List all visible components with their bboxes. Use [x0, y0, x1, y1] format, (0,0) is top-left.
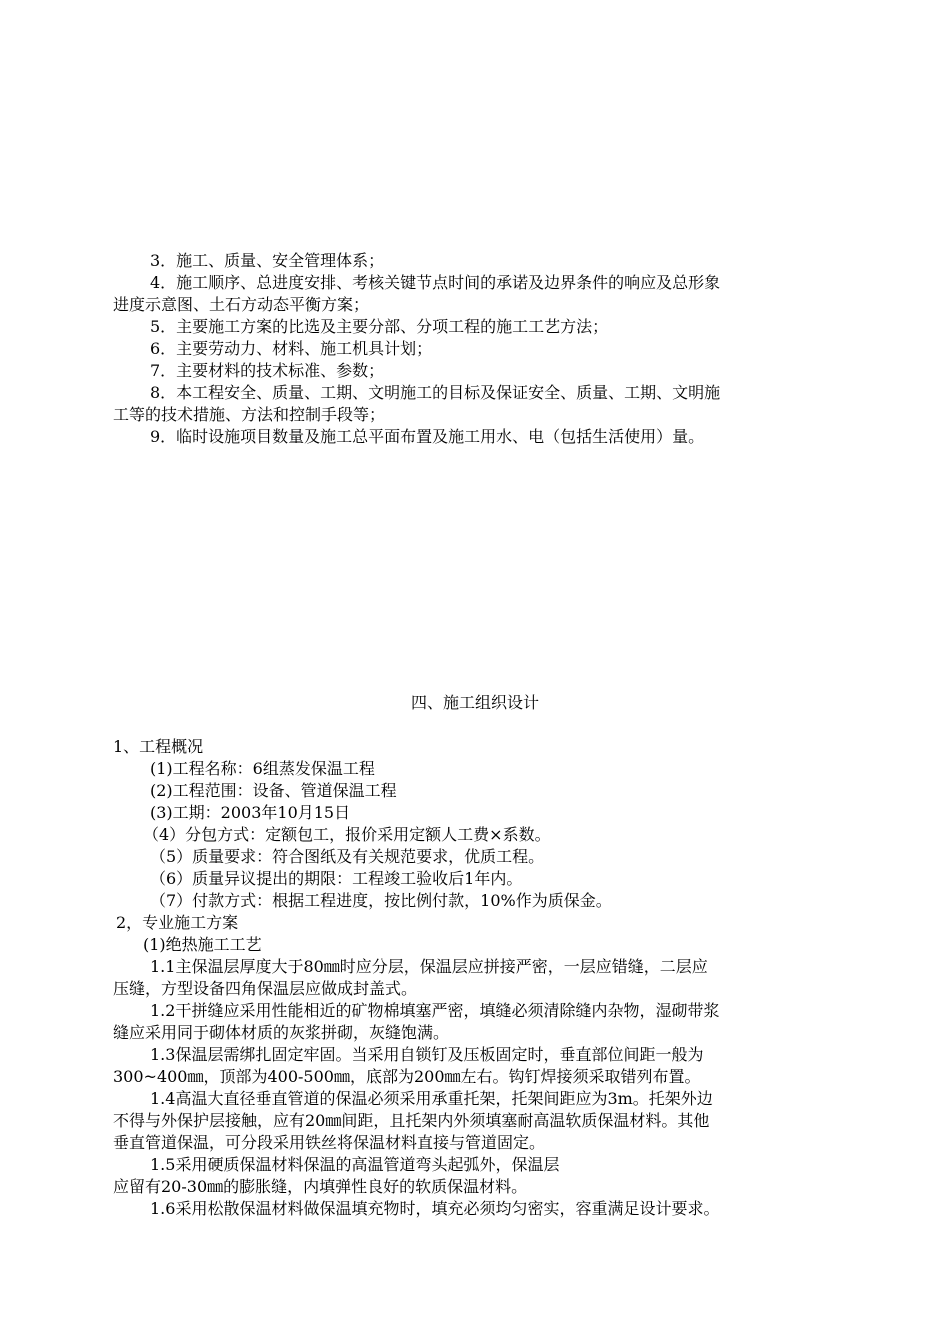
list-item-3: 3．施工、质量、安全管理体系；	[150, 251, 385, 270]
plan-line-1: 1.1主保温层厚度大于80㎜时应分层，保温层应拼接严密，一层应错缝，二层应	[150, 957, 708, 976]
plan-line-9: 垂直管道保温，可分段采用铁丝将保温材料直接与管道固定。	[113, 1133, 546, 1152]
plan-line-7: 1.4高温大直径垂直管道的保温必须采用承重托架，托架间距应为3m。托架外边	[150, 1089, 713, 1108]
list-item-8: 8．本工程安全、质量、工期、文明施工的目标及保证安全、质量、工期、文明施	[150, 383, 721, 402]
list-item-9: 9．临时设施项目数量及施工总平面布置及施工用水、电（包括生活使用）量。	[150, 427, 705, 446]
plan-line-2: 压缝，方型设备四角保温层应做成封盖式。	[113, 979, 418, 998]
plan-line-3: 1.2干拼缝应采用性能相近的矿物棉填塞严密，填缝必须清除缝内杂物，湿砌带浆	[150, 1001, 720, 1020]
overview-item-3: (3)工期：2003年10月15日	[150, 803, 351, 822]
overview-item-4: （4）分包方式：定额包工，报价采用定额人工费×系数。	[143, 825, 551, 844]
plan-line-10: 1.5采用硬质保温材料保温的高温管道弯头起弧外，保温层	[150, 1155, 560, 1174]
overview-item-5: （5）质量要求：符合图纸及有关规范要求，优质工程。	[150, 847, 545, 866]
section-title: 四、施工组织设计	[410, 693, 539, 712]
plan-heading: 2，专业施工方案	[116, 913, 239, 932]
plan-line-8: 不得与外保护层接触，应有20㎜间距，且托架内外须填塞耐高温软质保温材料。其他	[113, 1111, 710, 1130]
overview-item-1: (1)工程名称：6组蒸发保温工程	[150, 759, 375, 778]
list-item-4: 4．施工顺序、总进度安排、考核关键节点时间的承诺及边界条件的响应及总形象	[150, 273, 721, 292]
list-item-5: 5．主要施工方案的比选及主要分部、分项工程的施工工艺方法；	[150, 317, 609, 336]
overview-item-2: (2)工程范围：设备、管道保温工程	[150, 781, 397, 800]
overview-item-7: （7）付款方式：根据工程进度，按比例付款，10%作为质保金。	[150, 891, 612, 910]
list-item-7: 7．主要材料的技术标准、参数；	[150, 361, 385, 380]
plan-line-11: 应留有20-30㎜的膨胀缝，内填弹性良好的软质保温材料。	[113, 1177, 528, 1196]
plan-line-6: 300~400㎜，顶部为400-500㎜，底部为200㎜左右。钩钉焊接须采取错列布置。	[113, 1067, 701, 1086]
plan-line-5: 1.3保温层需绑扎固定牢固。当采用自锁钉及压板固定时，垂直部位间距一般为	[150, 1045, 704, 1064]
list-item-6: 6．主要劳动力、材料、施工机具计划；	[150, 339, 433, 358]
list-item-8-cont: 工等的技术措施、方法和控制手段等；	[113, 405, 386, 424]
plan-subheading: (1)绝热施工工艺	[143, 935, 262, 954]
plan-line-4: 缝应采用同于砌体材质的灰浆拼砌，灰缝饱满。	[113, 1023, 450, 1042]
list-item-4-cont: 进度示意图、土石方动态平衡方案；	[113, 295, 370, 314]
plan-line-12: 1.6采用松散保温材料做保温填充物时，填充必须均匀密实，容重满足设计要求。	[150, 1199, 720, 1218]
overview-heading: 1、工程概况	[113, 737, 204, 756]
overview-item-6: （6）质量异议提出的期限：工程竣工验收后1年内。	[150, 869, 523, 888]
